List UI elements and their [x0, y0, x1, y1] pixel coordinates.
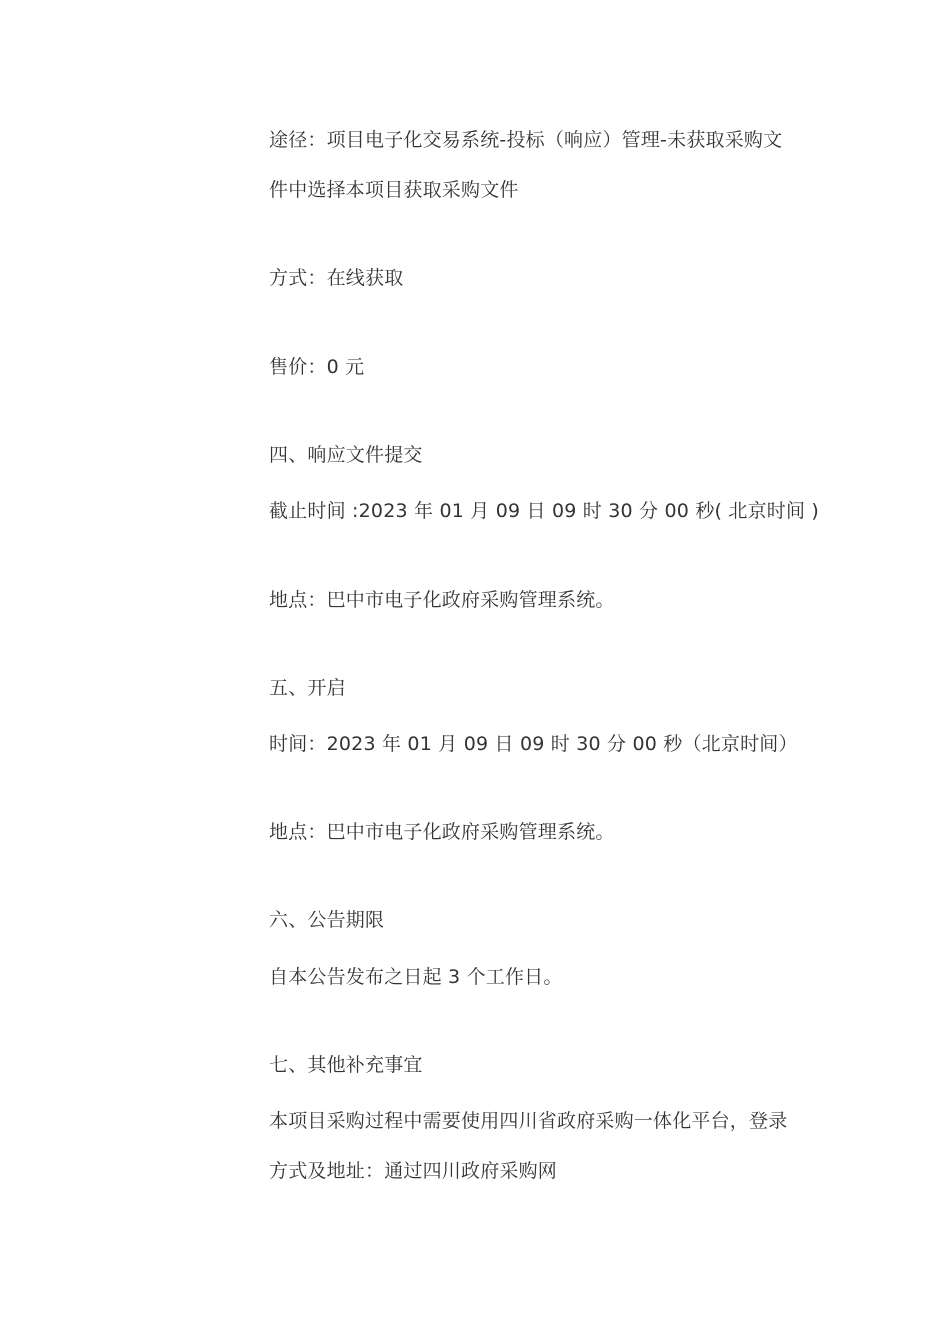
- document-price: 售价：0 元: [269, 356, 365, 378]
- announcement-period: 自本公告发布之日起 3 个工作日。: [269, 966, 563, 988]
- acquisition-path-line-2: 件中选择本项目获取采购文件: [269, 179, 519, 201]
- opening-location: 地点：巴中市电子化政府采购管理系统。: [269, 821, 615, 843]
- submission-location: 地点：巴中市电子化政府采购管理系统。: [269, 589, 615, 611]
- section-5-heading: 五、开启: [269, 677, 346, 699]
- section-4-heading: 四、响应文件提交: [269, 444, 423, 466]
- section-6-heading: 六、公告期限: [269, 909, 385, 931]
- supplementary-line-1: 本项目采购过程中需要使用四川省政府采购一体化平台，登录: [269, 1110, 788, 1132]
- opening-time: 时间：2023 年 01 月 09 日 09 时 30 分 00 秒（北京时间）: [269, 733, 798, 755]
- acquisition-path-line-1: 途径：项目电子化交易系统-投标（响应）管理-未获取采购文: [269, 129, 783, 151]
- supplementary-line-2: 方式及地址：通过四川政府采购网: [269, 1160, 558, 1182]
- section-7-heading: 七、其他补充事宜: [269, 1054, 423, 1076]
- acquisition-method: 方式：在线获取: [269, 267, 404, 289]
- submission-deadline: 截止时间 :2023 年 01 月 09 日 09 时 30 分 00 秒( 北京时间 ): [269, 500, 820, 522]
